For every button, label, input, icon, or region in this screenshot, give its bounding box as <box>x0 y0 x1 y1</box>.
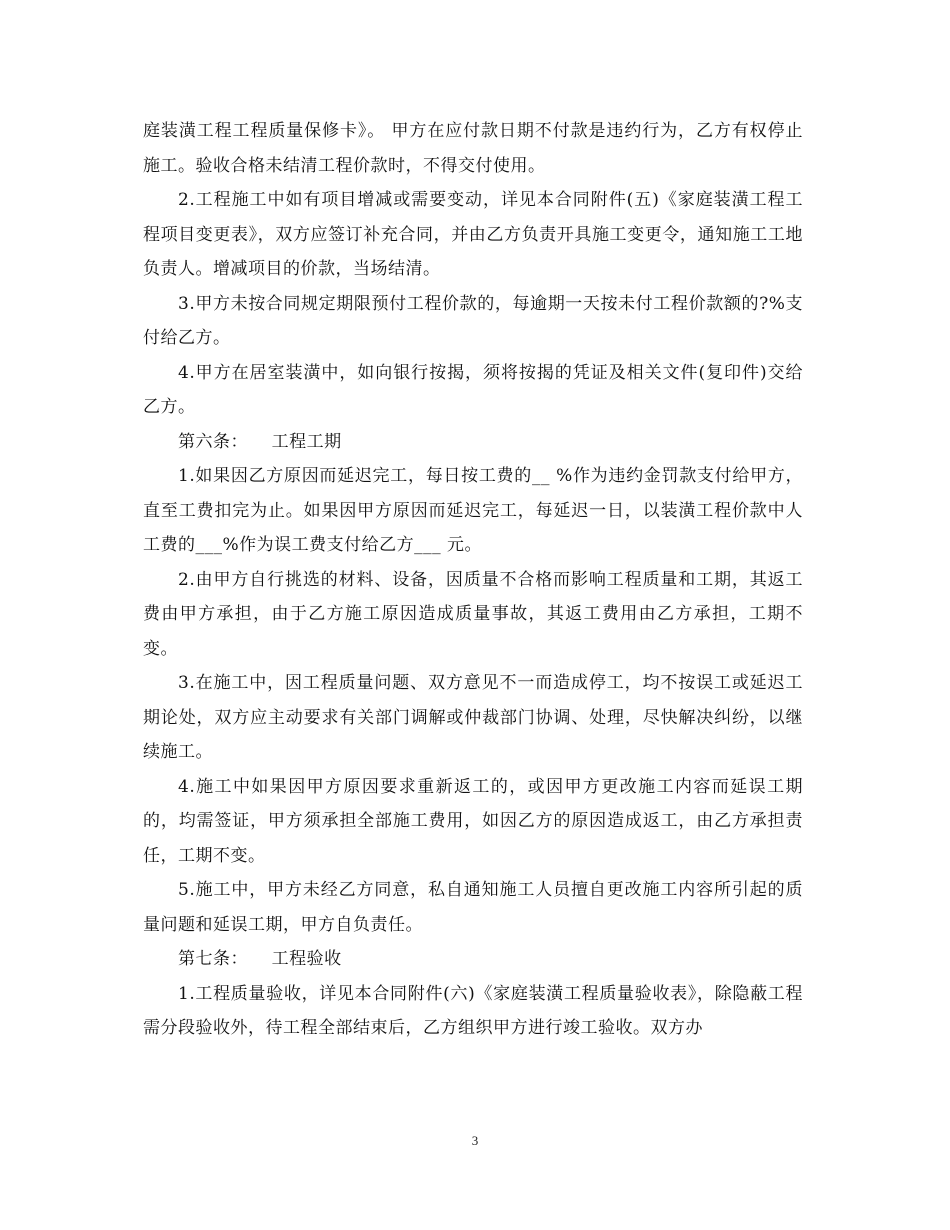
paragraph-2: 2.工程施工中如有项目增减或需要变动，详见本合同附件(五)《家庭装潢工程工程项目变更表》，双方应签订补充合同，并由乙方负责开具施工变更令，通知施工工地负责人。增减项目的价款，当场结清。 <box>143 190 803 279</box>
paragraph-12: 1.工程质量验收，详见本合同附件(六)《家庭装潢工程质量验收表》，除隐蔽工程需分段验收外，待工程全部结束后，乙方组织甲方进行竣工验收。双方办 <box>143 983 803 1038</box>
paragraph-6: 1.如果因乙方原因而延迟完工，每日按工费的__ %作为违约金罚款支付给甲方，直至工费扣完为止。如果因甲方原因而延迟完工，每延迟一日，以装潢工程价款中人工费的___%作为误工费支付给乙方___ 元。 <box>143 466 803 555</box>
paragraph-10: 5.施工中，甲方未经乙方同意，私自通知施工人员擅自更改施工内容所引起的质量问题和延误工期，甲方自负责任。 <box>143 880 803 935</box>
paragraph-8: 3.在施工中，因工程质量问题、双方意见不一而造成停工，均不按误工或延迟工期论处，双方应主动要求有关部门调解或仲裁部门协调、处理，尽快解决纠纷，以继续施工。 <box>143 673 803 762</box>
paragraph-1: 庭装潢工程工程质量保修卡》。 甲方在应付款日期不付款是违约行为，乙方有权停止施工。验收合格未结清工程价款时，不得交付使用。 <box>143 121 803 176</box>
section-heading-article-6: 第六条： 工程工期 <box>178 431 342 452</box>
document-body <box>143 114 803 1046</box>
paragraph-7: 2.由甲方自行挑选的材料、设备，因质量不合格而影响工程质量和工期，其返工费由甲方承担，由于乙方施工原因造成质量事故，其返工费用由乙方承担，工期不变。 <box>143 569 803 659</box>
paragraph-3: 3.甲方未按合同规定期限预付工程价款的，每逾期一天按未付工程价款额的?%支付给乙方。 <box>143 293 803 348</box>
paragraph-4: 4.甲方在居室装潢中，如向银行按揭，须将按揭的凭证及相关文件(复印件)交给乙方。 <box>143 362 803 417</box>
page-number: 3 <box>471 1133 479 1148</box>
section-heading-article-7: 第七条： 工程验收 <box>178 949 342 969</box>
paragraph-9: 4.施工中如果因甲方原因要求重新返工的，或因甲方更改施工内容而延误工期的，均需签证，甲方须承担全部施工费用，如因乙方的原因造成返工，由乙方承担责任，工期不变。 <box>143 776 803 866</box>
